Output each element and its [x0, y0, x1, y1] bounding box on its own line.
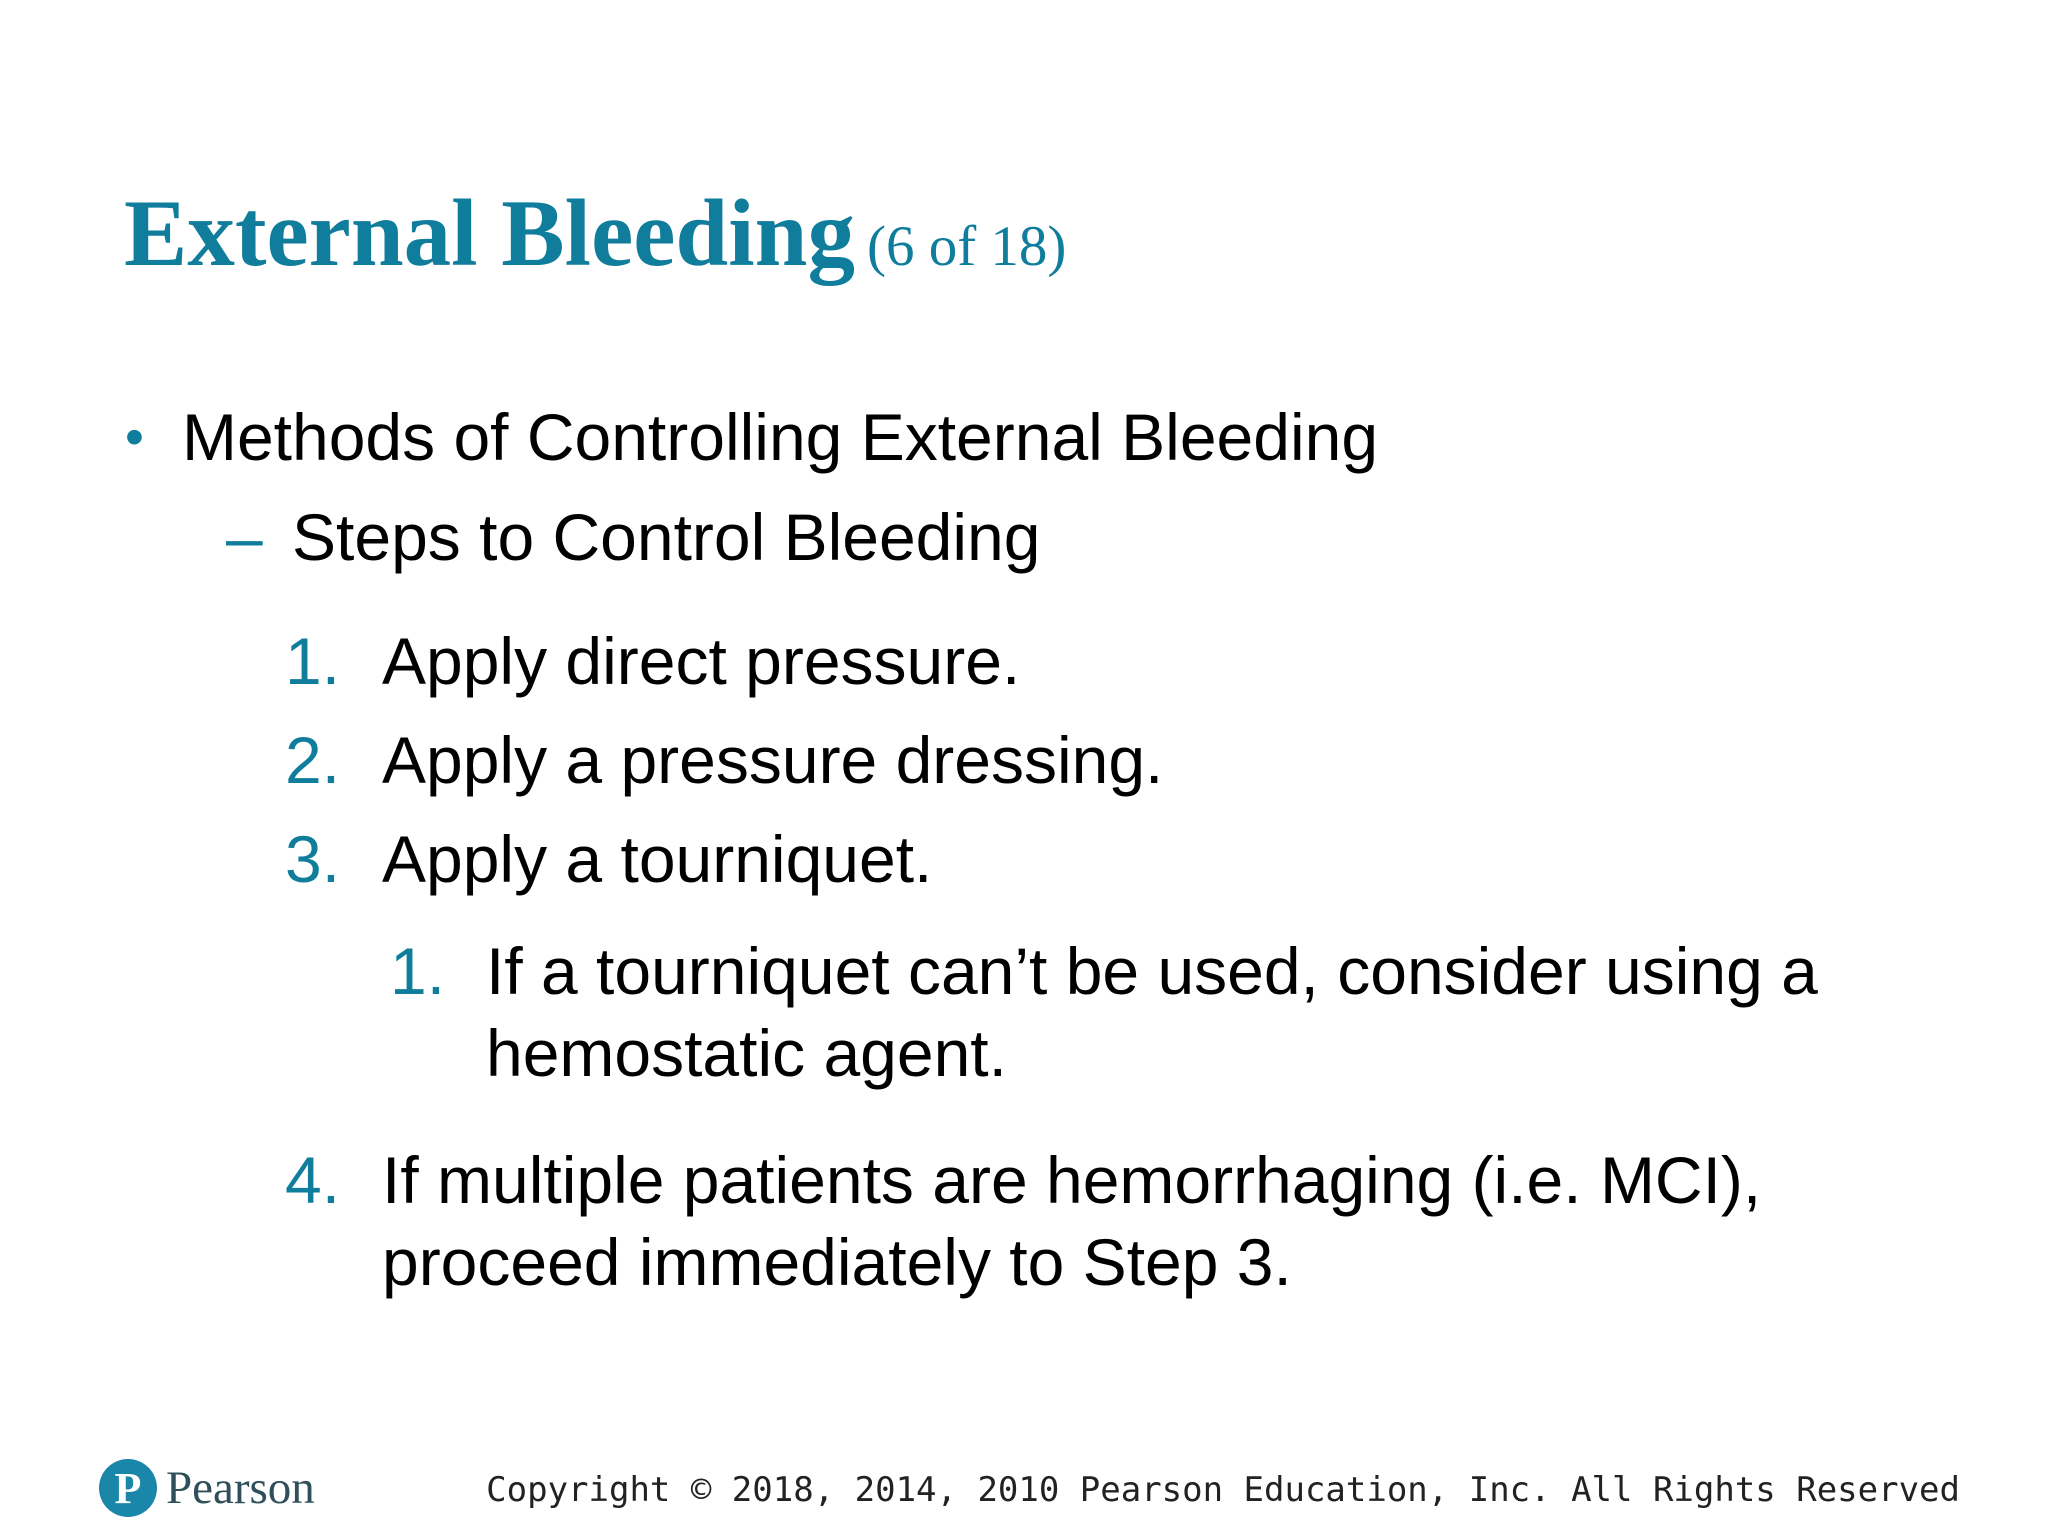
step-number: 1.	[285, 624, 341, 698]
bullet-marker: •	[125, 407, 144, 467]
step-number: 3.	[285, 822, 341, 896]
slide-counter: (6 of 18)	[866, 215, 1067, 278]
pearson-logo	[98, 1455, 315, 1521]
step-text: Apply a pressure dressing.	[382, 723, 1164, 797]
step-number: 2.	[285, 723, 341, 797]
step-text-line-1: If multiple patients are hemorrhaging (i.e. MCI),	[382, 1143, 1762, 1217]
copyright-text: Copyright © 2018, 2014, 2010 Pearson Education, Inc. All Rights Reserved	[486, 1470, 1960, 1510]
dash-marker: –	[226, 500, 263, 574]
logo-letter: P	[114, 1464, 142, 1513]
step-text: Apply direct pressure.	[382, 624, 1021, 698]
slide-title-text: External Bleeding	[124, 180, 855, 286]
pearson-wordmark: Pearson	[166, 1462, 315, 1514]
step-text: Apply a tourniquet.	[382, 822, 933, 896]
slide-title	[124, 178, 1066, 302]
step-text-line-2: proceed immediately to Step 3.	[382, 1225, 1292, 1299]
sub-step-number: 1.	[390, 934, 446, 1008]
bullet-text: Methods of Controlling External Bleeding	[182, 400, 1379, 474]
sub-step-text-line-2: hemostatic agent.	[486, 1016, 1007, 1090]
sub-bullet-text: Steps to Control Bleeding	[292, 500, 1041, 574]
step-number: 4.	[285, 1143, 341, 1217]
pearson-logo-icon	[98, 1458, 158, 1518]
sub-step-text-line-1: If a tourniquet can’t be used, consider using a	[486, 934, 1818, 1008]
